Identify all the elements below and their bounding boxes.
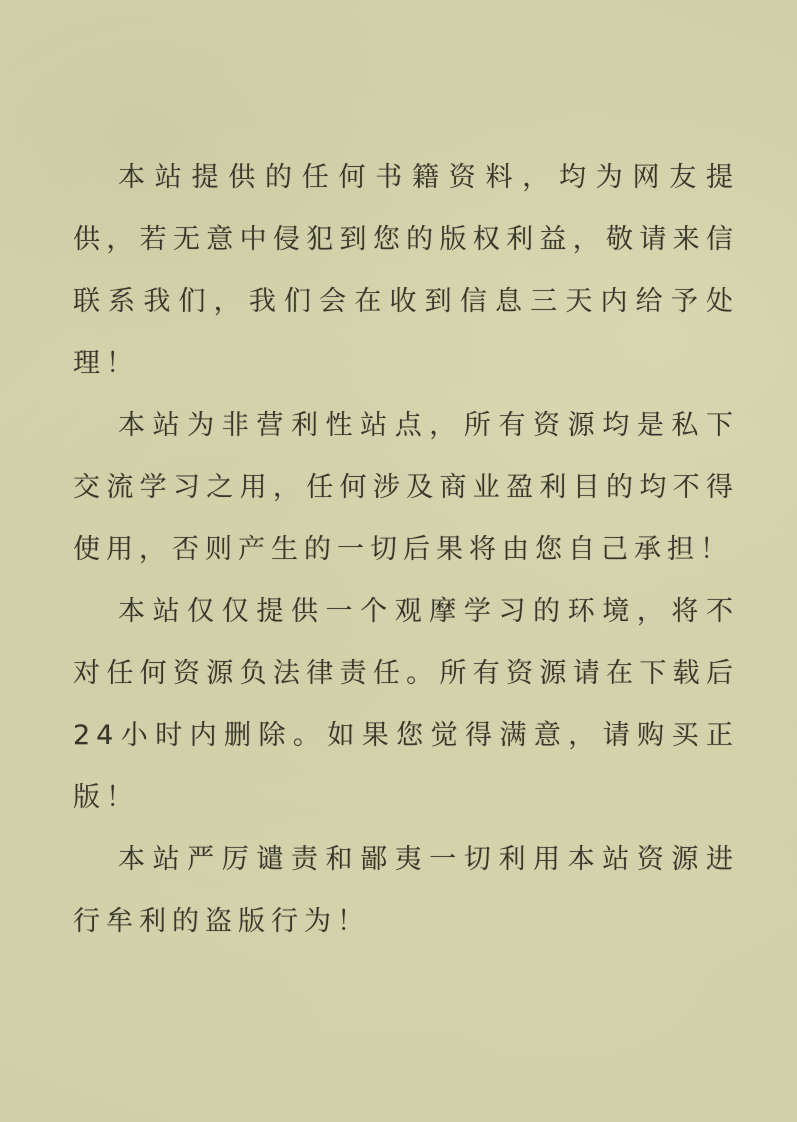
disclaimer-paragraph-3: 本站仅仅提供一个观摩学习的环境，将不对任何资源负法律责任。所有资源请在下载后24小时内删除。如果您觉得满意，请购买正版！ [73,596,739,813]
disclaimer-paragraph-4: 本站严厉谴责和鄙夷一切利用本站资源进行牟利的盗版行为！ [73,844,739,937]
disclaimer-paragraph-1: 本站提供的任何书籍资料，均为网友提供，若无意中侵犯到您的版权利益，敬请来信联系我们，我们会在收到信息三天内给予处理！ [73,162,739,379]
disclaimer-paragraph-2: 本站为非营利性站点，所有资源均是私下交流学习之用，任何涉及商业盈利目的均不得使用，否则产生的一切后果将由您自己承担！ [73,410,739,565]
disclaimer-text-block [73,147,739,953]
